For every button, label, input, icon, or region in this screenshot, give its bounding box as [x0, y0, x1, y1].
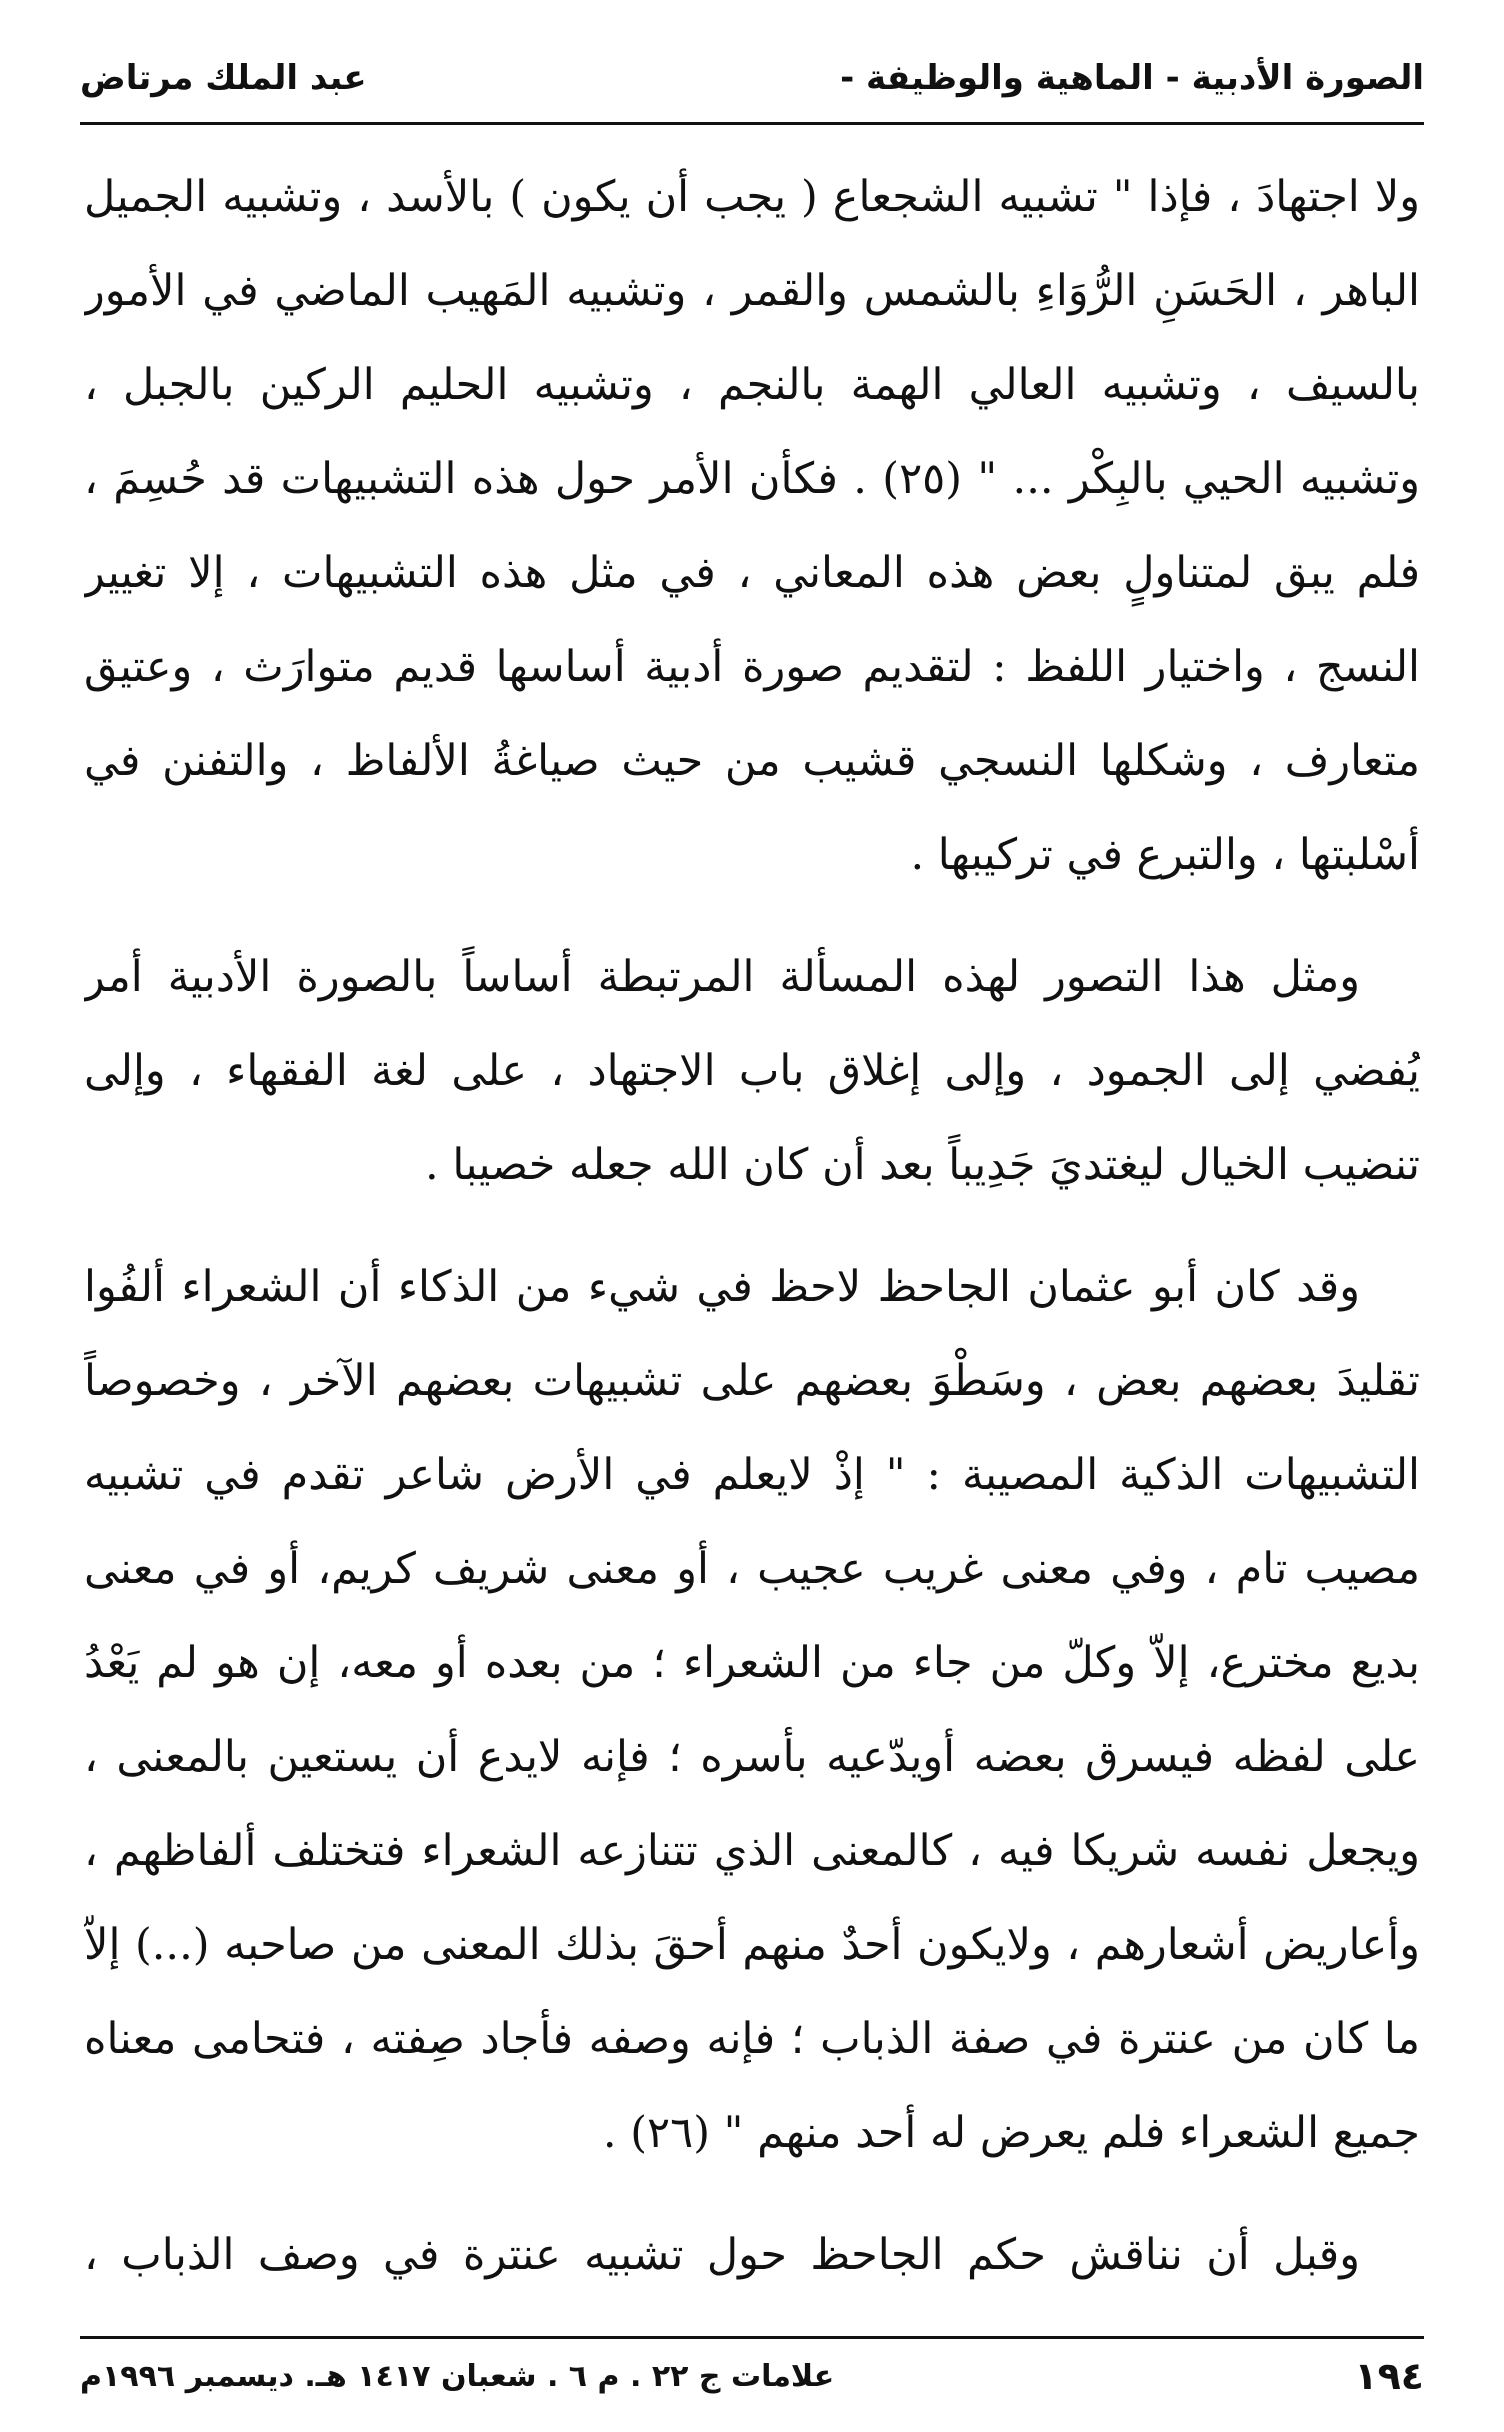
page-number: ١٩٤: [1354, 2354, 1424, 2398]
footer-rule: [80, 2336, 1424, 2339]
body-text: [84, 150, 1420, 2310]
paragraph: ومثل هذا التصور لهذه المسألة المرتبطة أساساً بالصورة الأدبية أمر يُفضي إلى الجمود ، وإلى إغلاق باب الاجتهاد ، على لغة الفقهاء ، وإلى تنضيب الخيال ليغتديَ جَدِيباً بعد أن كان الله جعله خصيبا .: [84, 952, 1420, 1190]
section-title: الصورة الأدبية - الماهية والوظيفة -: [840, 58, 1424, 98]
journal-info: علامات ج ٢٢ . م ٦ . شعبان ١٤١٧ هـ. ديسمبر ١٩٩٦م: [80, 2358, 835, 2394]
header-rule: [80, 122, 1424, 125]
paragraph: وقد كان أبو عثمان الجاحظ لاحظ في شيء من الذكاء أن الشعراء ألفُوا تقليدَ بعضهم بعض ، وسَطْوَ بعضهم على تشبيهات بعضهم الآخر ، وخصوصاً التشبيهات الذكية المصيبة : " إذْ لايعلم في الأرض شاعر تقدم في تشبيه مصيب تام ، وفي معنى غريب عجيب ، أو معنى شريف كريم، أو في معنى بديع مخترع، إلاّ وكلّ من جاء من الشعراء ؛ من بعده أو معه، إن هو لم يَعْدُ على لفظه فيسرق بعضه أويدّعيه بأسره ؛ فإنه لايدع أن يستعين بالمعنى ، ويجعل نفسه شريكا فيه ، كالمعنى الذي تتنازعه الشعراء فتختلف ألفاظهم ، وأعاريض أشعارهم ، ولايكون أحدٌ منهم أحقَ بذلك المعنى من صاحبه (...) إلاّ ما كان من عنترة في صفة الذباب ؛ فإنه وصفه فأجاد صِفته ، فتحامى معناه جميع الشعراء فلم يعرض له أحد منهم " (٢٦) .: [84, 1262, 1420, 2158]
paragraph: وقبل أن نناقش حكم الجاحظ حول تشبيه عنترة في وصف الذباب ،: [84, 2230, 1360, 2280]
running-footer: [80, 2346, 1424, 2406]
paragraph: ولا اجتهادَ ، فإذا " تشبيه الشجعاع ( يجب أن يكون ) بالأسد ، وتشبيه الجميل الباهر ، الحَسَنِ الرُّوَاءِ بالشمس والقمر ، وتشبيه المَهيب الماضي في الأمور بالسيف ، وتشبيه العالي الهمة بالنجم ، وتشبيه الحليم الركين بالجبل ، وتشبيه الحيي بالبِكْر ... " (٢٥) . فكأن الأمر حول هذه التشبيهات قد حُسِمَ ، فلم يبق لمتناولٍ بعض هذه المعاني ، في مثل هذه التشبيهات ، إلا تغيير النسج ، واختيار اللفظ : لتقديم صورة أدبية أساسها قديم متوارَث ، وعتيق متعارف ، وشكلها النسجي قشيب من حيث صياغةُ الألفاظ ، والتفنن في أسْلبتها ، والتبرع في تركيبها .: [84, 172, 1420, 880]
author-name: عبد الملك مرتاض: [80, 58, 367, 98]
running-header: [80, 48, 1424, 108]
